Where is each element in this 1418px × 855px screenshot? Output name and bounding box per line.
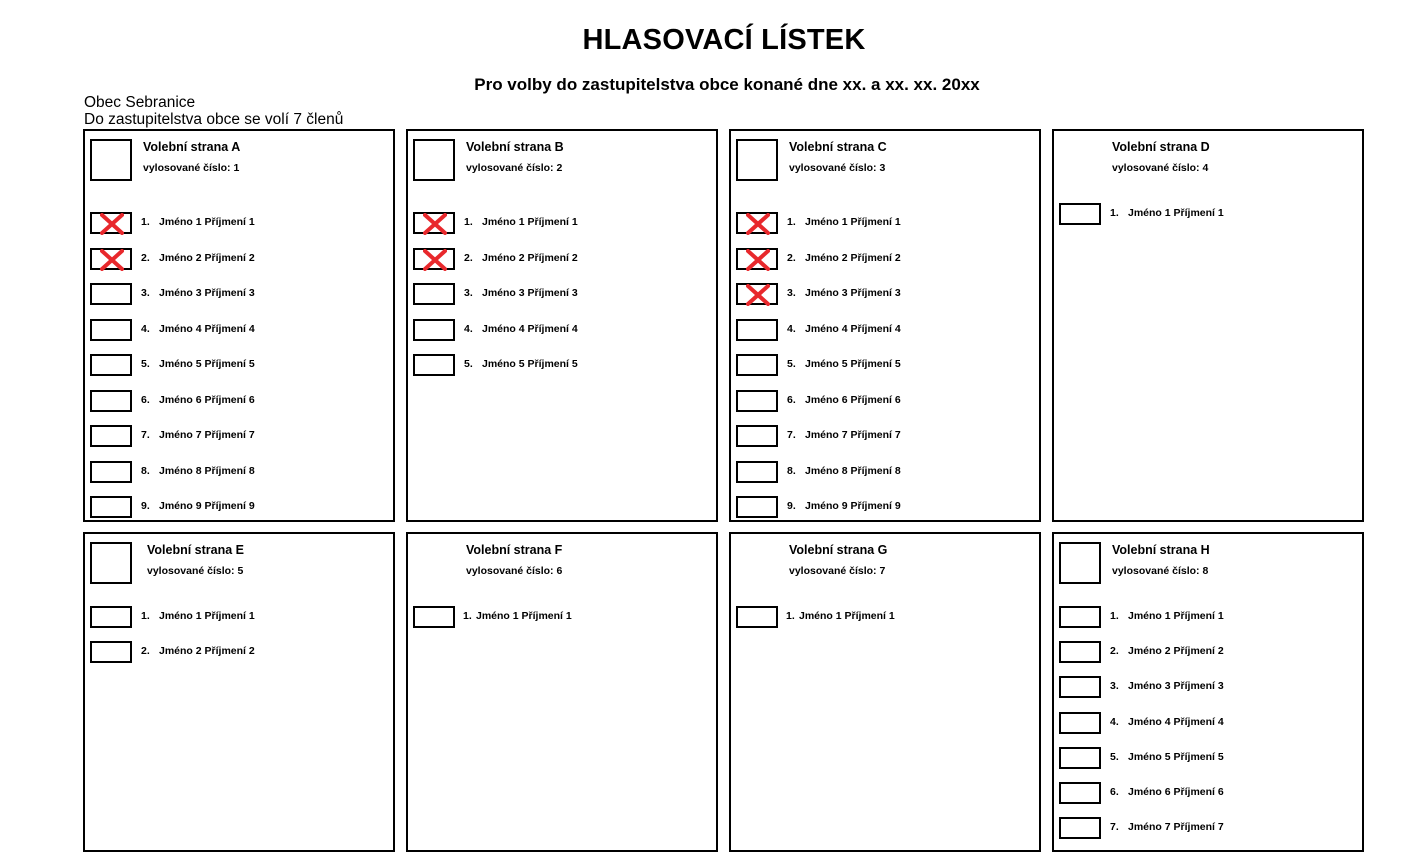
cross-mark-icon <box>423 213 447 235</box>
candidate-vote-box[interactable] <box>90 461 132 483</box>
candidate-name: Jméno 7 Příjmení 7 <box>1128 821 1224 834</box>
candidate-vote-box[interactable] <box>736 496 778 518</box>
candidate-vote-box[interactable] <box>413 283 455 305</box>
candidate-vote-box[interactable] <box>736 425 778 447</box>
candidate-row <box>90 425 380 449</box>
candidate-vote-box[interactable] <box>413 248 455 270</box>
candidate-row <box>413 319 703 343</box>
candidate-row <box>90 354 380 378</box>
candidate-row <box>1059 606 1349 630</box>
candidate-vote-box[interactable] <box>413 354 455 376</box>
party-panel-e <box>83 532 395 852</box>
candidate-vote-box[interactable] <box>736 354 778 376</box>
candidate-number: 3. <box>464 287 473 299</box>
party-vote-box[interactable] <box>90 542 132 584</box>
candidate-number: 6. <box>1110 786 1119 798</box>
candidate-vote-box[interactable] <box>413 212 455 234</box>
candidate-row <box>413 283 703 307</box>
party-panel-b <box>406 129 718 522</box>
candidate-name: Jméno 1 Příjmení 1 <box>1128 610 1224 622</box>
lot-number: vylosované číslo: 2 <box>466 162 563 174</box>
candidate-name: Jméno 3 Příjmení 3 <box>482 287 578 299</box>
candidate-name: Jméno 5 Příjmení 5 <box>159 358 255 370</box>
candidate-name: Jméno 2 Příjmení 2 <box>805 251 901 264</box>
party-vote-box[interactable] <box>1059 542 1101 584</box>
lot-number: vylosované číslo: 6 <box>466 565 563 577</box>
lot-number: vylosované číslo: 8 <box>1112 565 1209 577</box>
party-name: Volební strana C <box>789 140 887 154</box>
candidate-name: Jméno 9 Příjmení 9 <box>805 500 901 512</box>
candidate-name: Jméno 1 Příjmení 1 <box>159 610 255 622</box>
party-name: Volební strana E <box>147 543 245 557</box>
party-panel-f <box>406 532 718 852</box>
candidate-number: 1. <box>1110 610 1119 622</box>
candidate-name: Jméno 1 Příjmení 1 <box>799 610 895 622</box>
candidate-vote-box[interactable] <box>736 606 778 628</box>
candidate-number: 2. <box>787 251 796 264</box>
candidate-row <box>1059 712 1349 736</box>
municipality-name: Obec Sebranice <box>84 94 196 111</box>
candidate-name: Jméno 4 Příjmení 4 <box>805 322 901 335</box>
party-panel-a <box>83 129 395 522</box>
candidate-number: 1. <box>1110 207 1119 219</box>
party-name: Volební strana A <box>143 140 241 154</box>
candidate-number: 4. <box>787 322 796 335</box>
candidate-vote-box[interactable] <box>90 606 132 628</box>
candidate-name: Jméno 7 Příjmení 7 <box>159 429 255 441</box>
candidate-name: Jméno 6 Příjmení 6 <box>1128 786 1224 798</box>
candidate-vote-box[interactable] <box>90 319 132 341</box>
candidate-number: 5. <box>787 358 796 370</box>
candidate-name: Jméno 1 Příjmení 1 <box>482 216 578 228</box>
candidate-row <box>1059 782 1349 806</box>
candidate-number: 7. <box>787 429 796 441</box>
candidate-number: 5. <box>141 358 150 370</box>
candidate-number: 2. <box>1110 645 1119 658</box>
candidate-name: Jméno 5 Příjmení 5 <box>1128 750 1224 763</box>
candidate-row <box>90 461 380 485</box>
candidate-name: Jméno 6 Příjmení 6 <box>805 393 901 406</box>
seats-note: Do zastupitelstva obce se volí 7 členů <box>84 111 344 128</box>
candidate-number: 3. <box>141 287 150 299</box>
candidate-number: 9. <box>141 500 150 512</box>
candidate-number: 6. <box>141 393 150 406</box>
candidate-row <box>413 212 703 236</box>
candidate-row <box>736 425 1026 449</box>
candidate-vote-box[interactable] <box>1059 676 1101 698</box>
party-name: Volební strana F <box>466 543 563 557</box>
lot-number: vylosované číslo: 1 <box>143 162 240 174</box>
candidate-vote-box[interactable] <box>1059 641 1101 663</box>
cross-mark-icon <box>746 213 770 235</box>
party-name: Volební strana H <box>1112 543 1210 557</box>
candidate-name: Jméno 9 Příjmení 9 <box>159 500 255 512</box>
candidate-row <box>90 496 380 520</box>
candidate-vote-box[interactable] <box>90 212 132 234</box>
candidate-row <box>736 390 1026 414</box>
candidate-vote-box[interactable] <box>90 354 132 376</box>
candidate-number: 1. <box>141 216 150 228</box>
candidate-name: Jméno 1 Příjmení 1 <box>476 610 572 622</box>
candidate-number: 8. <box>787 464 796 477</box>
candidate-row <box>90 212 380 236</box>
candidate-row <box>736 496 1026 520</box>
cross-mark-icon <box>100 213 124 235</box>
candidate-vote-box[interactable] <box>90 283 132 305</box>
candidate-vote-box[interactable] <box>1059 817 1101 839</box>
cross-mark-icon <box>423 249 447 271</box>
candidate-row <box>90 248 380 272</box>
candidate-vote-box[interactable] <box>736 461 778 483</box>
candidate-name: Jméno 2 Příjmení 2 <box>159 251 255 264</box>
lot-number: vylosované číslo: 7 <box>789 565 886 577</box>
candidate-name: Jméno 5 Příjmení 5 <box>482 358 578 370</box>
candidate-vote-box[interactable] <box>90 248 132 270</box>
candidate-number: 7. <box>141 429 150 441</box>
candidate-row <box>413 248 703 272</box>
lot-number: vylosované číslo: 3 <box>789 162 886 174</box>
candidate-name: Jméno 5 Příjmení 5 <box>805 358 901 370</box>
candidate-vote-box[interactable] <box>413 319 455 341</box>
party-vote-box[interactable] <box>90 139 132 181</box>
candidate-row <box>736 283 1026 307</box>
candidate-row <box>736 606 1026 630</box>
candidate-number: 5. <box>1110 750 1119 763</box>
cross-mark-icon <box>746 284 770 306</box>
candidate-row <box>413 606 703 630</box>
candidate-row <box>1059 203 1349 227</box>
candidate-row <box>1059 676 1349 700</box>
candidate-number: 3. <box>787 287 796 299</box>
party-vote-box[interactable] <box>413 139 455 181</box>
party-vote-box[interactable] <box>736 139 778 181</box>
party-panel-g <box>729 532 1041 852</box>
candidate-vote-box[interactable] <box>736 319 778 341</box>
candidate-number: 4. <box>464 322 473 335</box>
candidate-row <box>736 212 1026 236</box>
candidate-name: Jméno 7 Příjmení 7 <box>805 429 901 441</box>
candidate-row <box>413 354 703 378</box>
candidate-row <box>1059 747 1349 771</box>
candidate-number: 1. <box>464 216 473 228</box>
candidate-vote-box[interactable] <box>413 606 455 628</box>
candidate-number: 2. <box>141 251 150 264</box>
candidate-row <box>90 319 380 343</box>
candidate-row <box>736 319 1026 343</box>
candidate-number: 2. <box>141 645 150 658</box>
candidate-number: 1. <box>463 610 472 622</box>
candidate-name: Jméno 4 Příjmení 4 <box>1128 715 1224 728</box>
candidate-vote-box[interactable] <box>736 283 778 305</box>
candidate-number: 4. <box>141 322 150 335</box>
candidate-number: 1. <box>141 610 150 622</box>
candidate-name: Jméno 2 Příjmení 2 <box>1128 645 1224 658</box>
candidate-row <box>1059 817 1349 841</box>
candidate-name: Jméno 3 Příjmení 3 <box>805 287 901 299</box>
candidate-number: 9. <box>787 500 796 512</box>
candidate-number: 2. <box>464 251 473 264</box>
candidate-name: Jméno 3 Příjmení 3 <box>1128 680 1224 693</box>
candidate-vote-box[interactable] <box>90 425 132 447</box>
ballot-subtitle: Pro volby do zastupitelstva obce konané dne xx. a xx. xx. 20xx <box>474 75 980 94</box>
candidate-name: Jméno 8 Příjmení 8 <box>159 464 255 477</box>
party-panel-c <box>729 129 1041 522</box>
candidate-name: Jméno 8 Příjmení 8 <box>805 464 901 477</box>
cross-mark-icon <box>746 249 770 271</box>
candidate-vote-box[interactable] <box>90 641 132 663</box>
candidate-number: 8. <box>141 464 150 477</box>
candidate-vote-box[interactable] <box>1059 712 1101 734</box>
candidate-number: 4. <box>1110 715 1119 728</box>
candidate-number: 1. <box>786 610 795 622</box>
candidate-number: 1. <box>787 216 796 228</box>
party-panel-h <box>1052 532 1364 852</box>
candidate-vote-box[interactable] <box>736 248 778 270</box>
candidate-vote-box[interactable] <box>1059 747 1101 769</box>
candidate-name: Jméno 1 Příjmení 1 <box>1128 207 1224 219</box>
cross-mark-icon <box>100 249 124 271</box>
candidate-number: 6. <box>787 393 796 406</box>
candidate-number: 5. <box>464 358 473 370</box>
candidate-name: Jméno 2 Příjmení 2 <box>482 251 578 264</box>
candidate-row <box>90 283 380 307</box>
party-panel-d <box>1052 129 1364 522</box>
candidate-vote-box[interactable] <box>1059 782 1101 804</box>
candidate-name: Jméno 1 Příjmení 1 <box>159 216 255 228</box>
candidate-vote-box[interactable] <box>736 390 778 412</box>
candidate-row <box>1059 641 1349 665</box>
candidate-name: Jméno 4 Příjmení 4 <box>482 322 578 335</box>
candidate-name: Jméno 2 Příjmení 2 <box>159 645 255 658</box>
candidate-number: 7. <box>1110 821 1119 834</box>
candidate-vote-box[interactable] <box>90 496 132 518</box>
ballot-title: HLASOVACÍ LÍSTEK <box>582 24 866 56</box>
candidate-row <box>90 606 380 630</box>
candidate-name: Jméno 4 Příjmení 4 <box>159 322 255 335</box>
candidate-row <box>736 248 1026 272</box>
candidate-number: 3. <box>1110 680 1119 693</box>
lot-number: vylosované číslo: 4 <box>1112 162 1209 174</box>
candidate-name: Jméno 3 Příjmení 3 <box>159 287 255 299</box>
candidate-vote-box[interactable] <box>1059 203 1101 225</box>
candidate-vote-box[interactable] <box>90 390 132 412</box>
party-name: Volební strana B <box>466 140 564 154</box>
candidate-row <box>736 461 1026 485</box>
candidate-vote-box[interactable] <box>736 212 778 234</box>
candidate-row <box>90 390 380 414</box>
candidate-row <box>736 354 1026 378</box>
candidate-vote-box[interactable] <box>1059 606 1101 628</box>
candidate-name: Jméno 1 Příjmení 1 <box>805 216 901 228</box>
party-name: Volební strana D <box>1112 140 1210 154</box>
party-name: Volební strana G <box>789 543 888 557</box>
candidate-row <box>90 641 380 665</box>
lot-number: vylosované číslo: 5 <box>147 565 244 577</box>
candidate-name: Jméno 6 Příjmení 6 <box>159 393 255 406</box>
municipality-info <box>84 94 343 128</box>
